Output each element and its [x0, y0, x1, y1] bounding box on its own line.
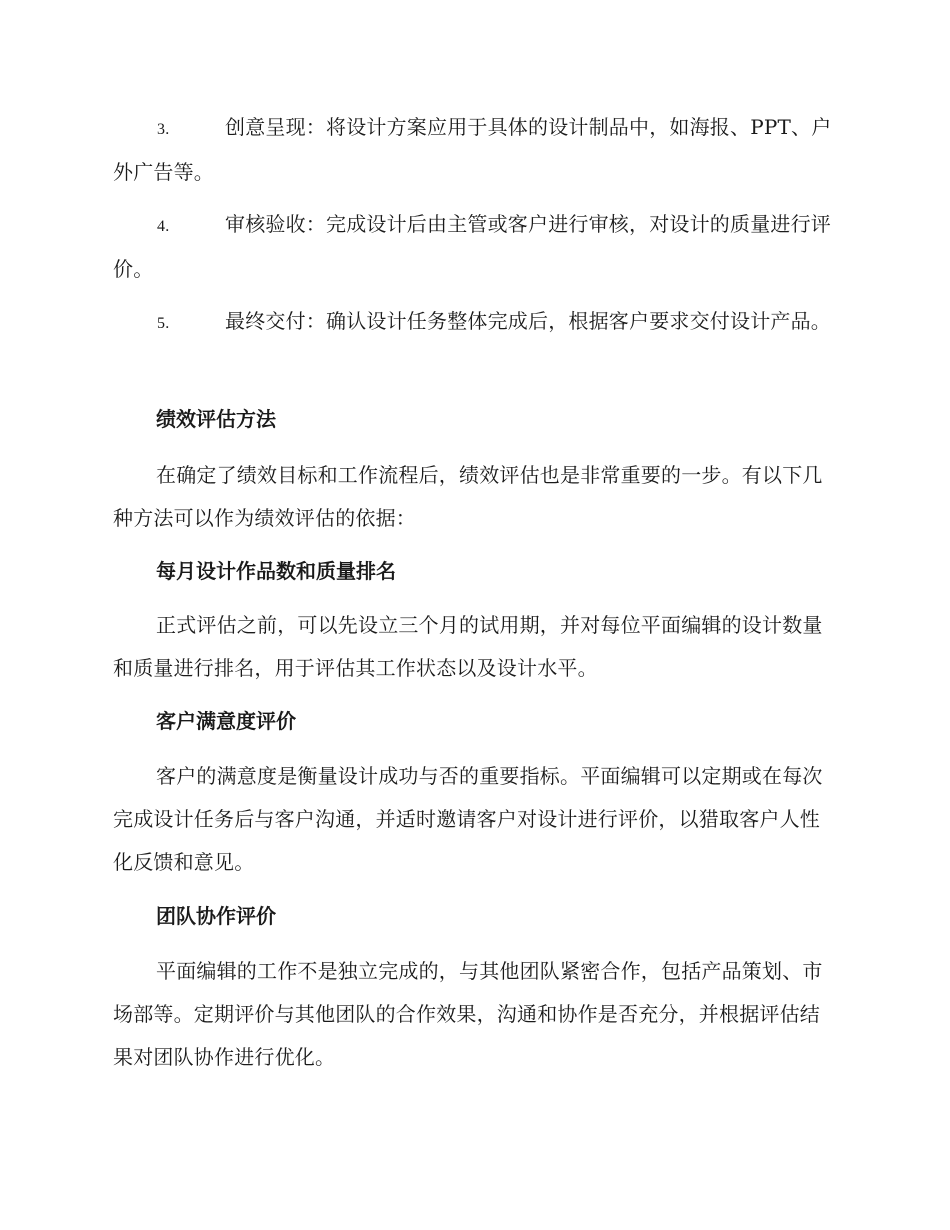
list-text: 创意呈现：将设计方案应用于具体的设计制品中，如海报、PPT、户外广告等。: [113, 115, 832, 184]
section-heading: 客户满意度评价: [156, 709, 296, 733]
section-paragraph: 正式评估之前，可以先设立三个月的试用期，并对每位平面编辑的设计数量和质量进行排名，用于评估其工作状态以及设计水平。: [113, 613, 823, 680]
list-number: 3.: [157, 121, 170, 138]
list-item-4: [113, 203, 833, 291]
list-item-3: [113, 106, 833, 194]
list-number: 5.: [157, 315, 170, 332]
section-heading: 绩效评估方法: [156, 407, 276, 431]
section-paragraph: 客户的满意度是衡量设计成功与否的重要指标。平面编辑可以定期或在每次完成设计任务后与客户沟通，并适时邀请客户对设计进行评价，以猎取客户人性化反馈和意见。: [113, 764, 823, 874]
list-number: 4.: [157, 218, 170, 235]
section-paragraph: 在确定了绩效目标和工作流程后，绩效评估也是非常重要的一步。有以下几种方法可以作为绩效评估的依据：: [113, 463, 823, 530]
section-heading: 团队协作评价: [156, 904, 276, 928]
list-item-5: [113, 300, 833, 345]
section-heading: 每月设计作品数和质量排名: [156, 559, 396, 583]
section-paragraph: 平面编辑的工作不是独立完成的，与其他团队紧密合作，包括产品策划、市场部等。定期评价与其他团队的合作效果，沟通和协作是否充分，并根据评估结果对团队协作进行优化。: [113, 959, 823, 1069]
list-text: 最终交付：确认设计任务整体完成后，根据客户要求交付设计产品。: [225, 309, 831, 333]
list-text: 审核验收：完成设计后由主管或客户进行审核，对设计的质量进行评价。: [113, 212, 831, 281]
